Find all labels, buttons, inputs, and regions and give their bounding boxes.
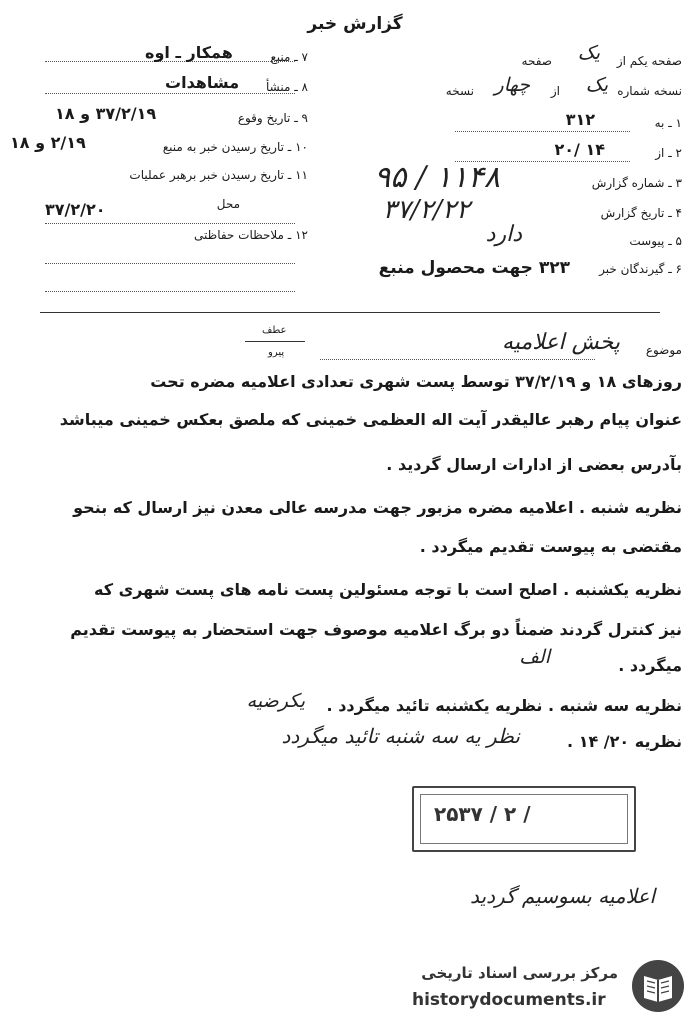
- field-label-report-date: ۴ ـ تاریخ گزارش: [600, 206, 682, 220]
- signature: اعلامیه بسوسیم گردید: [470, 884, 655, 908]
- handwritten-note: الف: [519, 646, 550, 668]
- dotted-line: [45, 262, 295, 264]
- field-value-place: ۳۷/۲/۲۰: [45, 200, 106, 219]
- field-suffix-copy: نسخه: [445, 84, 474, 98]
- field-label-origin: ۸ ـ منشأ: [265, 80, 308, 94]
- handwritten-note: نظر یه سه شنبه تائید میگردد: [281, 724, 520, 748]
- field-value-report-number: ۹۵ / ۱۱۴۸: [374, 160, 500, 195]
- field-suffix-page: صفحه: [521, 54, 552, 68]
- watermark-name: مرکز بررسی اسناد تاریخی: [421, 964, 618, 982]
- dotted-line: [455, 130, 630, 132]
- field-label-security-notes: ۱۲ ـ ملاحظات حفاظتی: [194, 228, 308, 242]
- report-title: گزارش خبر: [307, 14, 403, 34]
- field-label-copy: نسخه شماره: [617, 84, 682, 98]
- field-mid-copy: از: [550, 84, 560, 98]
- body-line: میگردد .: [618, 656, 682, 675]
- book-logo-icon: [630, 958, 686, 1014]
- field-value-copy: یک: [585, 74, 608, 96]
- field-label-ops-received: ۱۱ ـ تاریخ رسیدن خبر برهبر عملیات: [129, 168, 308, 182]
- dotted-line: [45, 222, 295, 224]
- field-label-source-received: ۱۰ ـ تاریخ رسیدن خبر به منبع: [162, 140, 308, 154]
- stamp-number: ۲۵۳۷ / ۲ /: [434, 802, 531, 826]
- field-label-place: محل: [216, 197, 240, 211]
- body-line: نظریه یکشنبه . اصلح است با توجه مسئولین پست نامه های پست شهری که: [93, 580, 682, 599]
- field-label-source: ۷ ـ منبع: [270, 50, 308, 64]
- field-value-recipients: ۳۲۳ جهت محصول منبع: [378, 258, 570, 278]
- field-value2-copy: چهار: [494, 74, 530, 96]
- field-label-attachment: ۵ ـ پیوست: [629, 234, 682, 248]
- field-label-page: صفحه یکم از: [616, 54, 682, 68]
- field-value-event-date: ۳۷/۲/۱۹ و ۱۸: [55, 104, 157, 123]
- field-label-event-date: ۹ ـ تاریخ وقوع: [237, 111, 308, 125]
- body-line: نظریه ۲۰/ ۱۴ .: [567, 732, 682, 751]
- field-value-attachment: دارد: [485, 222, 522, 247]
- handwritten-note: یکرضیه: [246, 690, 305, 712]
- body-line: بآدرس بعضی از ادارات ارسال گردید .: [386, 455, 682, 474]
- subject-label: موضوع: [645, 343, 682, 357]
- body-line: نیز کنترل گردند ضمناً دو برگ اعلامیه موصوف جهت استحضار به پیوست تقدیم: [70, 620, 682, 639]
- ref-top-label: عطف: [262, 325, 287, 336]
- field-label-from: ۲ ـ از: [655, 146, 682, 160]
- field-value-report-date: ۳۷/۲/۲۲: [382, 195, 470, 225]
- body-line: مقتضی به پیوست تقدیم میگردد .: [419, 537, 682, 556]
- body-line: روزهای ۱۸ و ۳۷/۲/۱۹ توسط پست شهری تعدادی اعلامیه مضره تحت: [150, 372, 682, 391]
- body-line: نظریه سه شنبه . نظریه یکشنبه تائید میگردد .: [326, 696, 682, 715]
- field-value-origin: مشاهدات: [165, 73, 240, 92]
- ref-divider: [245, 341, 305, 342]
- field-value-source: همکار ـ اوه: [145, 43, 233, 62]
- field-value-to: ۳۱۲: [565, 110, 595, 129]
- field-label-to: ۱ ـ به: [654, 116, 682, 130]
- field-value-source-received: ۲/۱۹ و ۱۸: [10, 133, 86, 152]
- ref-bottom-label: پیرو: [268, 347, 285, 358]
- field-value-from: ۲۰/ ۱۴: [554, 140, 605, 159]
- subject-value: پخش اعلامیه: [502, 330, 620, 355]
- body-line: عنوان پیام رهبر عالیقدر آیت اله العظمی خمینی که ملصق بعکس خمینی میباشد: [59, 410, 682, 429]
- body-line: نظریه شنبه . اعلامیه مضره مزبور جهت مدرسه عالی معدن نیز ارسال که بنحو: [73, 498, 682, 517]
- field-label-recipients: ۶ ـ گیرندگان خبر: [599, 262, 682, 276]
- dotted-line: [320, 358, 595, 360]
- field-label-report-number: ۳ ـ شماره گزارش: [591, 176, 682, 190]
- dotted-line: [45, 92, 295, 94]
- dotted-line: [45, 290, 295, 292]
- watermark-url: historydocuments.ir: [412, 990, 606, 1010]
- section-divider: [40, 312, 660, 313]
- registry-stamp: [412, 786, 636, 852]
- field-value-page: یک: [577, 42, 600, 64]
